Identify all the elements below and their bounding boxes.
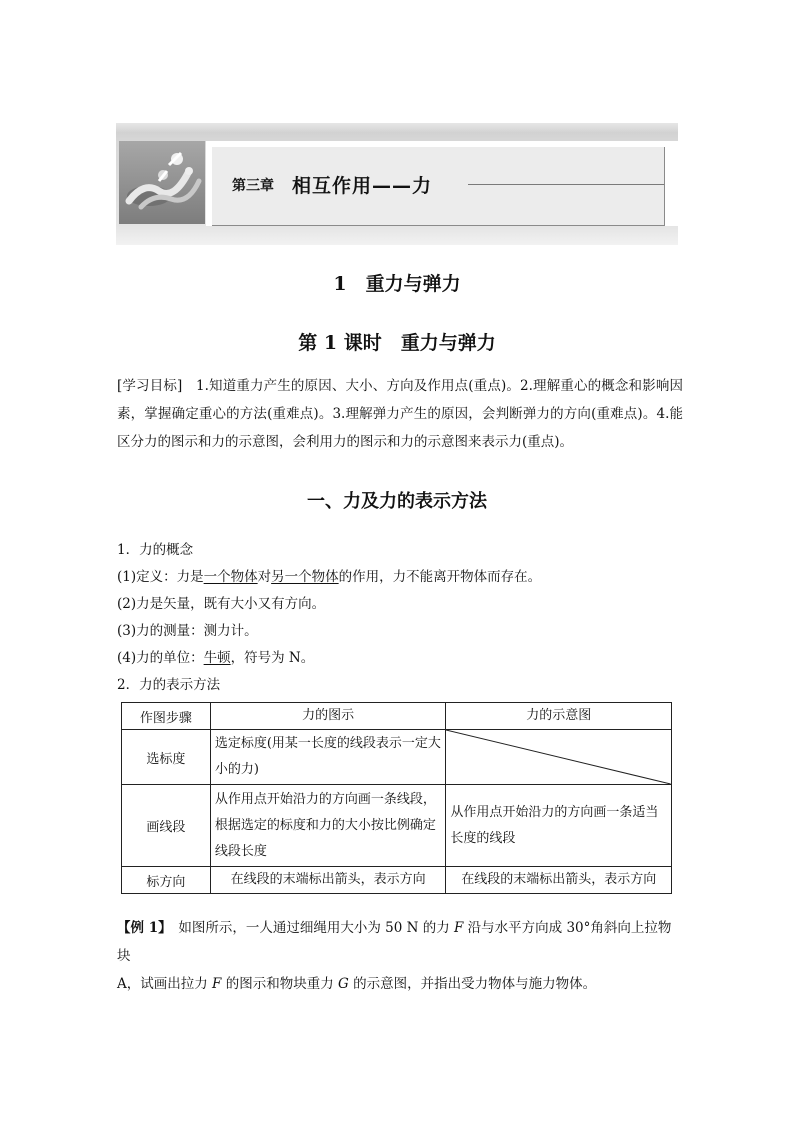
concept-definition: [117, 565, 541, 585]
unit-blank: 牛顿: [203, 650, 231, 666]
banner-title-panel: [212, 147, 665, 226]
chapter-illustration: [119, 141, 205, 224]
heading-force-representation: 一、力及力的表示方法: [307, 491, 487, 512]
learning-objectives: [117, 372, 683, 456]
example-tag: 【例 1】: [117, 920, 165, 936]
definition-blank-1: 一个物体: [203, 569, 258, 585]
concept-unit: [117, 646, 314, 666]
definition-blank-2: 另一个物体: [271, 569, 339, 585]
row-step: 标方向: [122, 867, 211, 894]
header-steps: 作图步骤: [122, 703, 211, 730]
definition-prefix: (1)定义：力是: [117, 569, 204, 585]
example-text-4: 的图示和物块重力: [221, 976, 339, 992]
row-sketch: 在线段的末端标出箭头，表示方向: [446, 867, 672, 894]
row-step: 选标度: [122, 730, 211, 785]
methods-title: 2．力的表示方法: [117, 677, 221, 693]
row-diagram: 在线段的末端标出箭头，表示方向: [210, 867, 446, 894]
header-diagram: 力的图示: [210, 703, 446, 730]
table-row: [122, 730, 672, 785]
concept-title: 1．力的概念: [117, 542, 194, 558]
force-representation-table: [121, 702, 672, 894]
header-sketch: 力的示意图: [446, 703, 672, 730]
banner-rule: [468, 184, 664, 185]
unit-prefix: (4)力的单位：: [117, 650, 204, 666]
objectives-text: 1.知道重力产生的原因、大小、方向及作用点(重点)。2.理解重心的概念和影响因素，掌握确定重心的方法(重难点)。3.理解弹力产生的原因，会判断弹力的方向(重难点)。4.能区分力的图示和力的示意图，会利用力的图示和力的示意图来表示力(重点)。: [117, 378, 683, 450]
table-row: [122, 867, 672, 894]
section-title: 1 重力与弹力: [333, 273, 461, 295]
chapter-title: 相互作用——力: [292, 175, 433, 197]
row-diagram: 选定标度(用某一长度的线段表示一定大小的力): [210, 730, 446, 785]
row-sketch: 从作用点开始沿力的方向画一条适当长度的线段: [446, 785, 672, 867]
example-1: [117, 914, 683, 998]
example-text-2: 沿与水平方向成 30°角斜向上拉物块: [117, 920, 672, 964]
example-var-g: G: [338, 976, 349, 992]
definition-suffix: 的作用，力不能离开物体而存在。: [338, 569, 542, 585]
chapter-banner: [116, 123, 678, 245]
table-header-row: [122, 703, 672, 730]
table-row: [122, 785, 672, 867]
concept-measurement: (3)力的测量：测力计。: [117, 623, 258, 639]
chapter-number: 第三章: [232, 178, 274, 194]
lesson-title: 第 1 课时 重力与弹力: [298, 332, 496, 354]
row-diagram: 从作用点开始沿力的方向画一条线段，根据选定的标度和力的大小按比例确定线段长度: [210, 785, 446, 867]
example-var-f2: F: [212, 976, 222, 992]
example-text-3: A，试画出拉力: [117, 976, 213, 992]
definition-mid: 对: [257, 569, 272, 585]
unit-suffix: ，符号为 N。: [230, 650, 315, 666]
concept-vector: (2)力是矢量，既有大小又有方向。: [117, 596, 326, 612]
objectives-tag: [学习目标]: [117, 378, 183, 394]
row-step: 画线段: [122, 785, 211, 867]
diagonal-strike: [446, 730, 671, 784]
row-sketch-empty: [446, 730, 672, 785]
example-text-1: 如图所示，一人通过细绳用大小为 50 N 的力: [164, 920, 454, 936]
example-var-f: F: [454, 920, 464, 936]
example-text-5: 的示意图，并指出受力物体与施力物体。: [348, 976, 597, 992]
